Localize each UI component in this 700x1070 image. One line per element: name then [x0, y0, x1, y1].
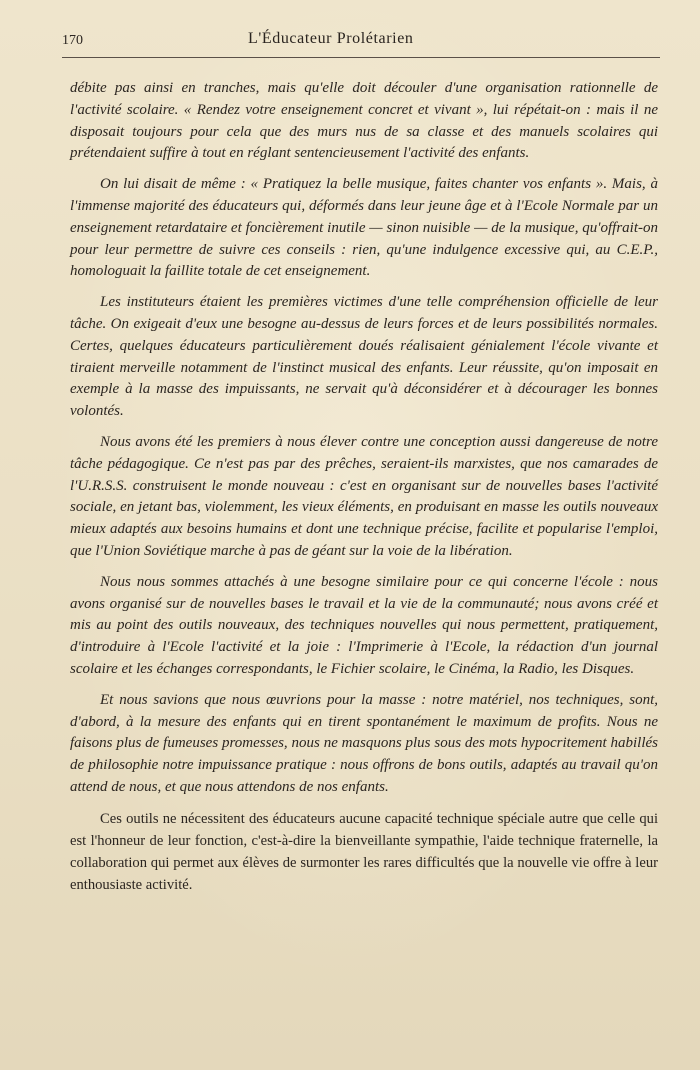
- paragraph-6: Et nous savions que nous œuvrions pour la masse : notre matériel, nos techniques, sont, d'abord, à la mesure des enfants qui en tirent spontanément le maximum de profits. Nous ne faisons plus de fumeuses promesses, nous ne masquons plus sous des mots hypocritement habillés de philosophie notre impuissance pratique : nous offrons de bons outils, adaptés au travail qu'on attend de nous, et que nous attendons de nos enfants.: [70, 691, 658, 795]
- article-body: [70, 78, 658, 905]
- paragraph-1: débite pas ainsi en tranches, mais qu'elle doit découler d'une organisation rationnelle de l'activité scolaire. « Rendez votre enseignement concret et vivant », lui répétait-on : mais il ne disposait toujours pour cela que des murs nus de sa classe et des manuels scolaires qui prétendaient suffire à tout en réglant sentencieusement l'activité des enfants.: [70, 80, 658, 162]
- page-number: 170: [62, 33, 83, 48]
- header-rule: [62, 57, 660, 58]
- paragraph-3: Les instituteurs étaient les premières victimes d'une telle compréhension officielle de leur tâche. On exigeait d'eux une besogne au-dessus de leurs forces et de leurs possibilités normales. Certes, quelques éducateurs particulièrement doués réalisaient génialement l'école vivante et tiraient merveille notamment de l'instinct musical des enfants. Leur réussite, qu'on imposait en exemple à la masse des impuissants, ne servait qu'à déconsidérer et à décourager les bonnes volontés.: [70, 294, 658, 420]
- running-title: L'Éducateur Prolétarien: [248, 30, 414, 47]
- paragraph-4: Nous avons été les premiers à nous élever contre une conception aussi dangereuse de notre tâche pédagogique. Ce n'est pas par des prêches, seraient-ils marxistes, que nos camarades de l'U.R.S.S. construisent le monde nouveau : c'est en organisant sur de nouvelles bases l'activité sociale, en jetant bas, violemment, les vieux éléments, en produisant en masse les outils nouveaux mieux adaptés aux besoins humains et dont une technique précise, facilite et popularise l'emploi, que l'Union Soviétique marche à pas de géant sur la voie de la libération.: [70, 433, 658, 559]
- paragraph-7: Ces outils ne nécessitent des éducateurs aucune capacité technique spéciale autre que celle qui est l'honneur de leur fonction, c'est-à-dire la bienveillante sympathie, l'aide technique fraternelle, la collaboration qui permet aux élèves de surmonter les rares difficultés que la nouvelle vie offre à leur enthousiaste activité.: [70, 810, 658, 893]
- paragraph-5: Nous nous sommes attachés à une besogne similaire pour ce qui concerne l'école : nous avons organisé sur de nouvelles bases le travail et la vie de la communauté; nous avons créé et mis au point des outils nouveaux, des techniques nouvelles qui nous permettent, pratiquement, d'introduire à l'Ecole l'activité et la joie : l'Imprimerie à l'Ecole, la rédaction d'un journal scolaire et les échanges correspondants, le Fichier scolaire, le Cinéma, la Radio, les Disques.: [70, 573, 658, 677]
- page-header: [62, 30, 660, 56]
- paragraph-2: On lui disait de même : « Pratiquez la belle musique, faites chanter vos enfants ». Mais, à l'immense majorité des éducateurs qui, déformés dans leur jeune âge et à l'Ecole Normale par un enseignement retardataire et foncièrement inutile — sinon nuisible — de la musique, qu'offrait-on pour leur permettre de suivre ces conseils : rien, qu'une indulgence excessive qui, au C.E.P., homologuait la faillite totale de cet enseignement.: [70, 176, 658, 280]
